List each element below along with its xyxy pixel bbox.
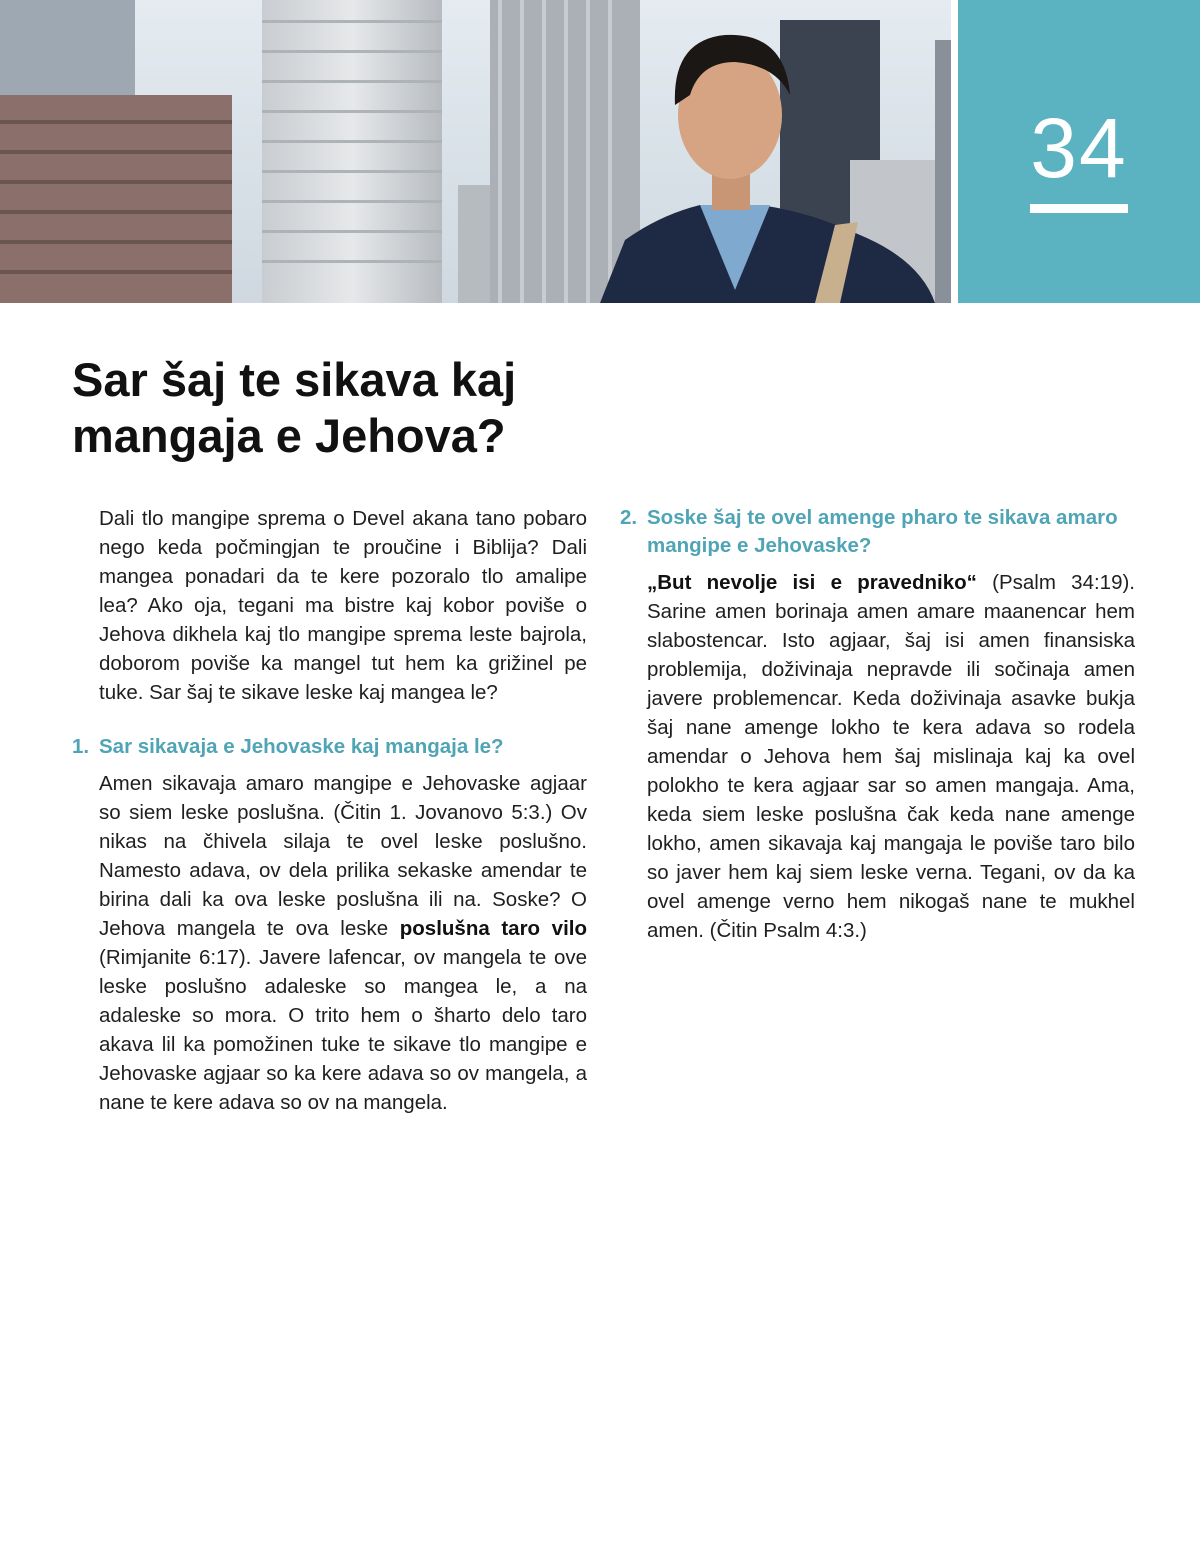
lesson-number-underline — [1030, 204, 1128, 213]
intro-paragraph: Dali tlo mangipe sprema o Devel akana tano pobaro nego keda počmingjan te proučine i Biblija? Dali mangea ponadari da te kere pozoralo tlo amalipe lea? Ako oja, tegani ma bistre kaj kobor poviše o Jehova dikhela kaj tlo mangipe sprema leste bajrola, doborom poviše ka mangel tut hem ka grižinel pe tuke. Sar šaj te sikave leske kaj mangea le? — [99, 507, 587, 704]
question-1-number: 1. — [72, 735, 90, 758]
answer-1-text-b: (Rimjanite 6:17). Javere lafencar, ov mangela te ove leske poslušno adaleske so mangea le, a na adaleske so mora. O trito hem o šharto delo taro akava lil ka pomožinen tuke te sikave tlo mangipe e Jehovaske agjaar so ka kere adava so ov mangela, a nane te kere adava so ov na mangela. — [99, 946, 587, 1114]
answer-2-paragraph — [620, 568, 1135, 945]
hero-photo — [0, 0, 951, 303]
question-2-text: Soske šaj te ovel amenge pharo te sikava amaro mangipe e Jehovaske? — [647, 506, 1118, 557]
answer-2-text: (Psalm 34:19). Sarine amen borinaja amen amare maanencar hem slabostencar. Isto agjaar, šaj isi amen finansiska problemija, doživinaja nepravde ili sočinaja amen javere problemencar. Keda doživinaja asavke bukja šaj nane amenge lokho te kera adava so rodela amendar o Jehova hem šaj mislinaja kaj ka ovel polokho te kera agjaar sar so amen mangaja. Ama, keda siem leske poslušna čak keda nane amenge lokho, amen sikavaja kaj mangaja le poviše taro bilo so javer hem kaj siem leske verna. Tegani, ov da ka ovel amenge verno hem nikogaš nane te mukhel amen. (Čitin Psalm 4:3.) — [647, 571, 1135, 942]
man-in-city-icon — [0, 0, 951, 303]
question-1-text: Sar sikavaja e Jehovaske kaj mangaja le? — [99, 735, 504, 758]
answer-2-bold: „But nevolje isi e pravedniko“ — [647, 571, 977, 594]
answer-1-text-a: Amen sikavaja amaro mangipe e Jehovaske agjaar so siem leske poslušna. (Čitin 1. Jovanovo 5:3.) Ov nikas na čhivela silaja te ovel leske poslušno. Namesto adava, ov dela prilika sekaske amendar te birina dali ka ova leske poslušna ili na. Soske? O Jehova mangela te ova leske — [99, 772, 587, 940]
question-2-number: 2. — [620, 506, 638, 529]
left-column — [72, 504, 587, 1117]
lesson-number-box — [958, 0, 1200, 303]
page-title: Sar šaj te sikava kaj mangaja e Jehova? — [72, 353, 517, 462]
answer-1-bold: poslušna taro vilo — [399, 917, 587, 940]
right-column — [620, 504, 1135, 945]
question-1 — [72, 733, 587, 761]
question-2 — [620, 504, 1135, 560]
lesson-number: 34 — [1030, 101, 1128, 195]
answer-1-paragraph — [72, 769, 587, 1117]
